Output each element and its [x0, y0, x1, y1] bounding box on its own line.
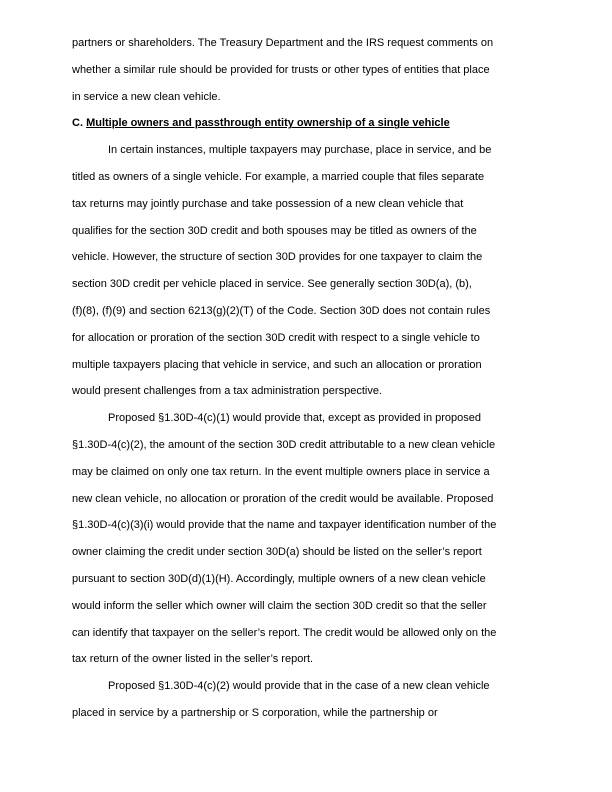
text-line: section 30D credit per vehicle placed in service. See generally section 30D(a), (b),	[72, 278, 472, 291]
text-line: (f)(8), (f)(9) and section 6213(g)(2)(T) of the Code. Section 30D does not contain rules	[72, 304, 491, 317]
text-line: would inform the seller which owner will claim the section 30D credit so that the seller	[72, 599, 487, 612]
text-line: placed in service by a partnership or S corporation, while the partnership or	[72, 706, 438, 719]
text-line: tax returns may jointly purchase and take possession of a new clean vehicle that	[72, 197, 464, 210]
text-line: §1.30D-4(c)(3)(i) would provide that the name and taxpayer identification number of the	[72, 519, 497, 532]
text-line: titled as owners of a single vehicle. For example, a married couple that files separate	[72, 170, 485, 183]
text-line: new clean vehicle, no allocation or proration of the credit would be available. Proposed	[72, 492, 494, 505]
text-line: may be claimed on only one tax return. In the event multiple owners place in service a	[72, 465, 490, 478]
text-line: vehicle. However, the structure of section 30D provides for one taxpayer to claim the	[72, 251, 483, 264]
text-line: pursuant to section 30D(d)(1)(H). Accordingly, multiple owners of a new clean vehicle	[72, 572, 486, 585]
paragraph-proposed-c1	[72, 405, 540, 673]
text-line: for allocation or proration of the section 30D credit with respect to a single vehicle to	[72, 331, 480, 344]
section-title: Multiple owners and passthrough entity ownership of a single vehicle	[86, 117, 450, 130]
paragraph-multiple-owners	[72, 137, 540, 405]
text-line: Proposed §1.30D-4(c)(1) would provide that, except as provided in proposed	[108, 412, 481, 425]
paragraph-continuation	[72, 30, 540, 110]
section-label: C.	[72, 117, 83, 130]
text-line: can identify that taxpayer on the seller’s report. The credit would be allowed only on the	[72, 626, 497, 639]
text-line: would present challenges from a tax administration perspective.	[72, 385, 382, 398]
document-page	[72, 30, 540, 727]
text-line: in service a new clean vehicle.	[72, 90, 221, 103]
text-line: Proposed §1.30D-4(c)(2) would provide that in the case of a new clean vehicle	[108, 680, 490, 693]
text-line: tax return of the owner listed in the seller’s report.	[72, 653, 314, 666]
text-line: §1.30D-4(c)(2), the amount of the section 30D credit attributable to a new clean vehicle	[72, 438, 496, 451]
text-line: owner claiming the credit under section 30D(a) should be listed on the seller’s report	[72, 546, 482, 559]
text-line: partners or shareholders. The Treasury Department and the IRS request comments on	[72, 37, 494, 49]
text-line: multiple taxpayers placing that vehicle in service, and such an allocation or proration	[72, 358, 482, 371]
text-line: qualifies for the section 30D credit and both spouses may be titled as owners of the	[72, 224, 477, 237]
text-line: whether a similar rule should be provided for trusts or other types of entities that place	[72, 63, 490, 76]
text-line: In certain instances, multiple taxpayers may purchase, place in service, and be	[108, 144, 492, 157]
section-heading	[72, 110, 540, 137]
paragraph-proposed-c2	[72, 673, 540, 727]
